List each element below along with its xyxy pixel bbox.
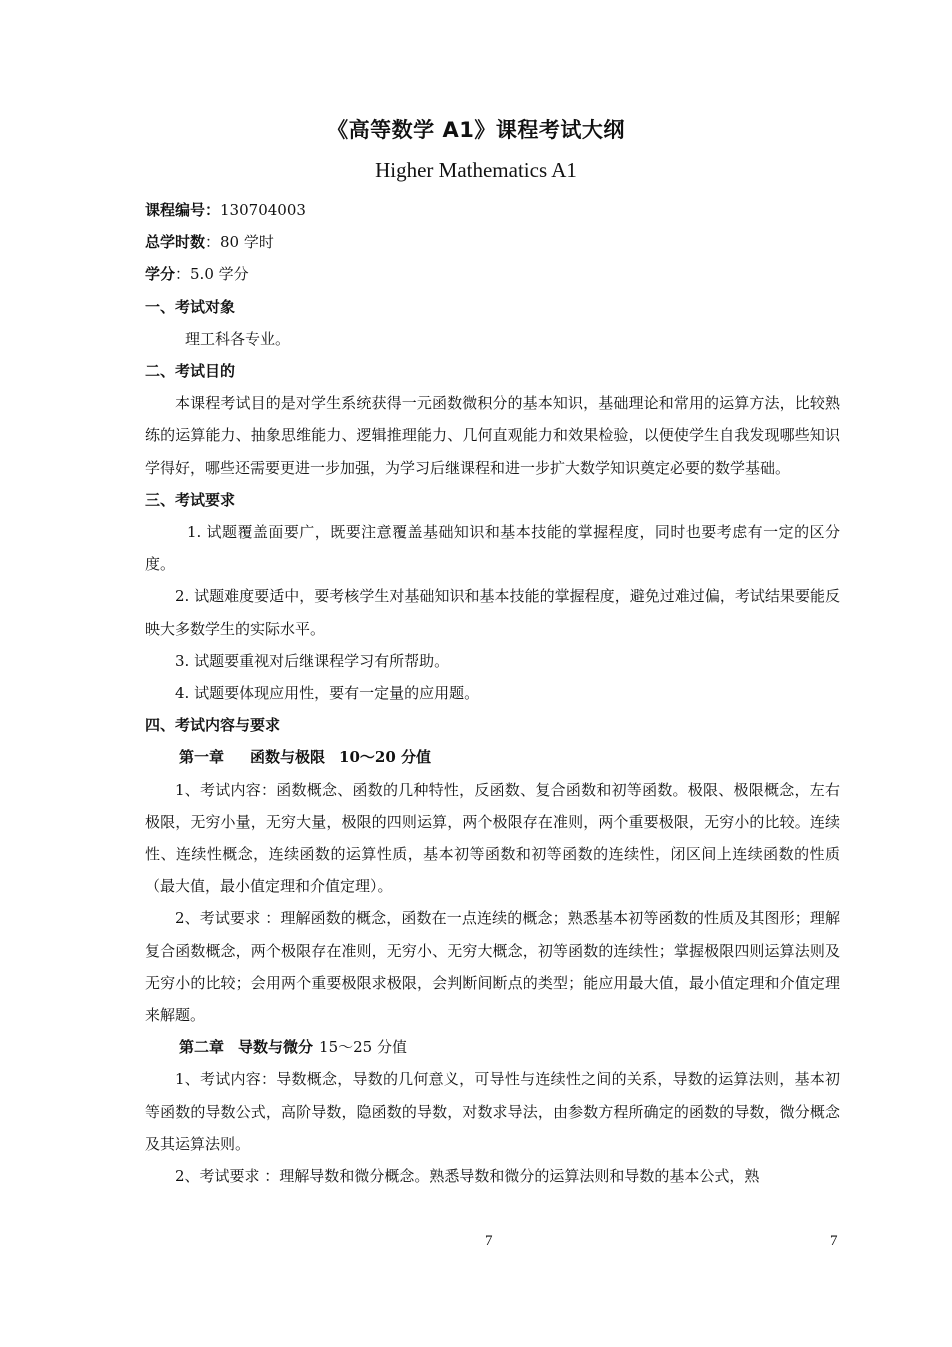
requirement-item-1: 1. 试题覆盖面要广，既要注意覆盖基础知识和基本技能的掌握程度，同时也要考虑有一定的区分度。 — [145, 523, 840, 574]
section-heading-exam-requirements: 三、考试要求 — [145, 490, 236, 509]
chapter-2-requirement: 2、考试要求 ：理解导数和微分概念。熟悉导数和微分的运算法则和导数的基本公式，熟 — [175, 1167, 760, 1186]
chapter-2-heading — [145, 1031, 840, 1063]
chapter-1-content: 1、考试内容：函数概念、函数的几种特性，反函数、复合函数和初等函数。极限、极限概念，左右极限，无穷小量，无穷大量，极限的四则运算，两个极限存在准则，两个重要极限，无穷小的比较。连续性、连续性概念，连续函数的运算性质，基本初等函数和初等函数的连续性，闭区间上连续函数的性质（最大值，最小值定理和介值定理）。 — [145, 780, 840, 896]
page-number-center: 7 — [485, 1233, 493, 1249]
requirement-item-4: 4. 试题要体现应用性，要有一定量的应用题。 — [175, 684, 480, 703]
credits-line — [145, 258, 840, 290]
requirement-item-3: 3. 试题要重视对后继课程学习有所帮助。 — [175, 651, 450, 670]
section-heading-exam-content: 四、考试内容与要求 — [145, 716, 281, 735]
hours-value: ：80 学时 — [205, 233, 274, 252]
hours-line — [145, 226, 840, 258]
credits-value: ：5.0 学分 — [175, 265, 249, 284]
chapter-1-requirement: 2、考试要求 ：理解函数的概念，函数在一点连续的概念；熟悉基本初等函数的性质及其图形；理解复合函数概念，两个极限存在准则，无穷小、无穷大概念，初等函数的连续性；掌握极限四则运算法则及无穷小的比较；会用两个重要极限求极限，会判断间断点的类型；能应用最大值，最小值定理和介值定理来解题。 — [145, 909, 840, 1025]
credits-label: 学分 — [145, 265, 176, 284]
course-code-line — [145, 194, 840, 226]
page-number-right: 7 — [830, 1233, 838, 1249]
chapter-1-heading — [145, 741, 840, 773]
chapter-2-content: 1、考试内容：导数概念，导数的几何意义，可导性与连续性之间的关系，导数的运算法则，基本初等函数的导数公式，高阶导数，隐函数的导数，对数求导法，由参数方程所确定的函数的导数，微分概念及其运算法则。 — [145, 1070, 840, 1153]
document-body — [145, 194, 840, 1192]
section-heading-exam-target: 一、考试对象 — [145, 297, 236, 316]
section-heading-exam-purpose: 二、考试目的 — [145, 362, 236, 381]
chapter-2-score: 15～25 分值 — [319, 1038, 407, 1057]
exam-target-text: 理工科各专业。 — [185, 329, 291, 348]
hours-label: 总学时数 — [145, 233, 206, 252]
document-title: 《高等数学 A1》课程考试大纲 — [327, 118, 625, 142]
chapter-2-label: 第二章 — [179, 1038, 225, 1057]
exam-purpose-paragraph: 本课程考试目的是对学生系统获得一元函数微积分的基本知识，基础理论和常用的运算方法，比较熟练的运算能力、抽象思维能力、逻辑推理能力、几何直观能力和效果检验，以便使学生自我发现哪些知识学得好，哪些还需要更进一步加强，为学习后继课程和进一步扩大数学知识奠定必要的数学基础。 — [145, 394, 840, 477]
course-code-label: 课程编号： — [145, 201, 221, 219]
chapter-1-label: 第一章 — [179, 748, 225, 767]
chapter-2-name: 导数与微分 — [238, 1038, 314, 1057]
requirement-item-2: 2. 试题难度要适中，要考核学生对基础知识和基本技能的掌握程度，避免过难过偏，考试结果要能反映大多数学生的实际水平。 — [145, 587, 840, 638]
document-subtitle: Higher Mathematics A1 — [375, 158, 577, 182]
chapter-1-name: 函数与极限 — [250, 748, 326, 767]
course-code-value: 130704003 — [220, 201, 306, 219]
chapter-1-score: 10～20 分值 — [339, 748, 432, 767]
